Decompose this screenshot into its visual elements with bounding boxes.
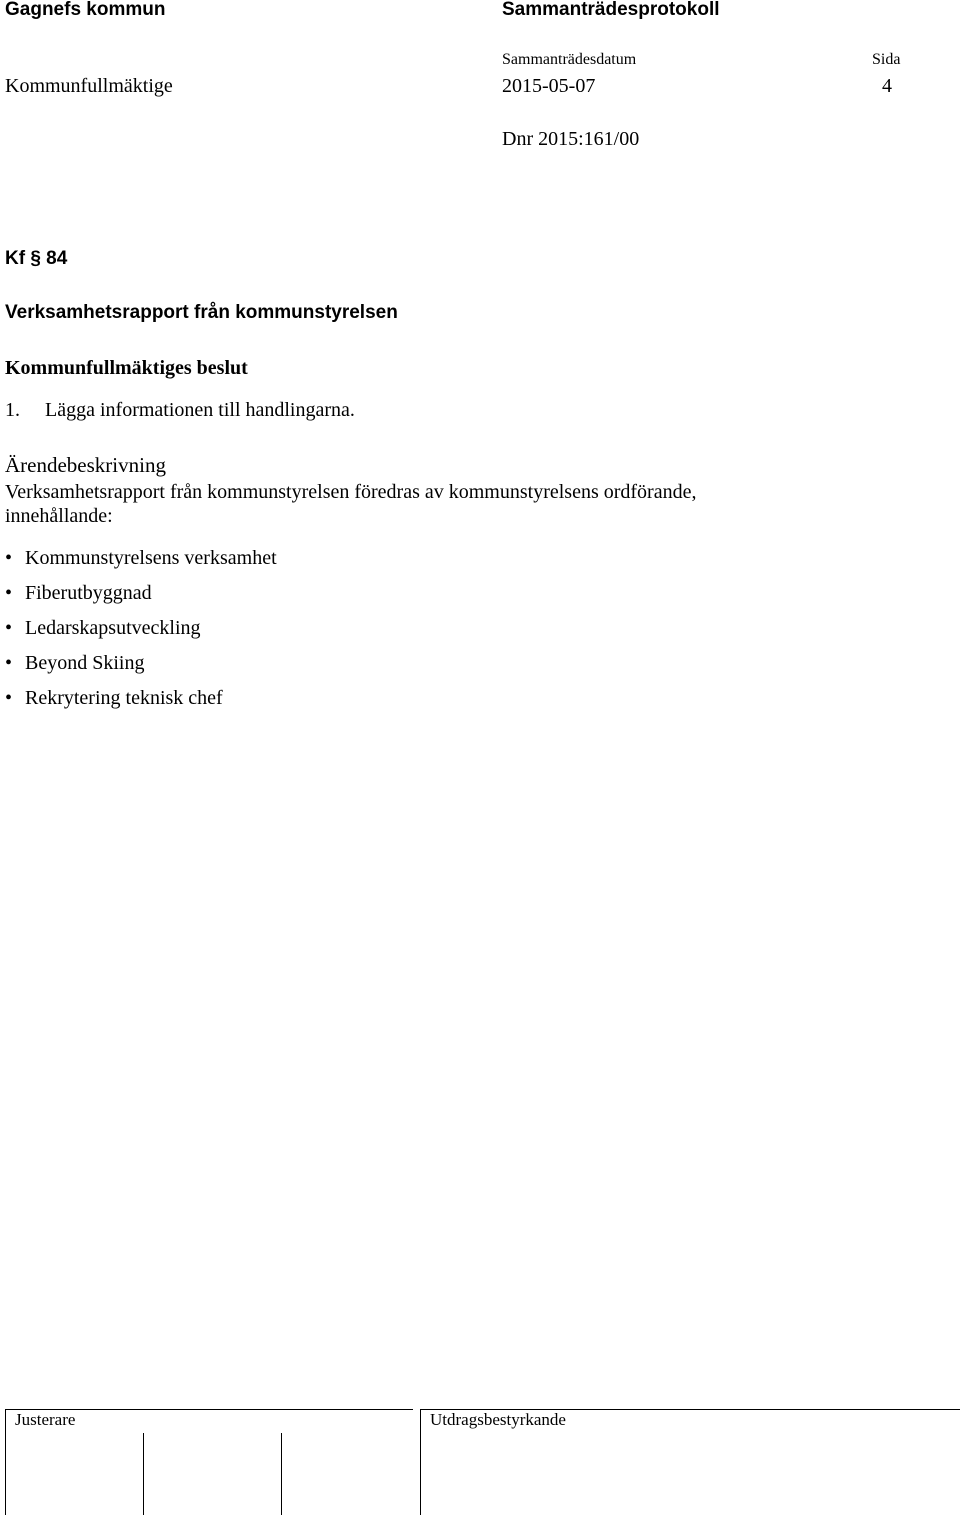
page-label: Sida — [872, 51, 901, 68]
bullet-icon: • — [5, 652, 13, 674]
bullet-icon: • — [5, 582, 13, 604]
list-item — [5, 684, 277, 719]
description-paragraph: Verksamhetsrapport från kommunstyrelsen föredras av kommunstyrelsens ordförande, innehållande: — [5, 481, 697, 527]
bullet-icon: • — [5, 547, 13, 569]
org-name: Gagnefs kommun — [5, 0, 166, 20]
bullet-icon: • — [5, 617, 13, 639]
list-item-text: Fiberutbyggnad — [25, 582, 152, 604]
list-item-text: Beyond Skiing — [25, 652, 145, 674]
list-item-text: Ledarskapsutveckling — [25, 617, 201, 639]
document-title: Sammanträdesprotokoll — [502, 0, 720, 20]
signature-box-border — [143, 1433, 144, 1515]
bullet-icon: • — [5, 687, 13, 709]
signature-box-border — [281, 1433, 282, 1515]
list-item — [5, 649, 277, 684]
decision-heading: Kommunfullmäktiges beslut — [5, 357, 248, 379]
decision-item-text: Lägga informationen till handlingarna. — [45, 399, 355, 421]
decision-item — [5, 399, 355, 422]
description-heading: Ärendebeskrivning — [5, 453, 166, 477]
list-item-text: Rekrytering teknisk chef — [25, 687, 223, 709]
meeting-date-label: Sammanträdesdatum — [502, 51, 637, 68]
extract-certification-label: Utdragsbestyrkande — [430, 1410, 566, 1429]
adjuster-label: Justerare — [15, 1410, 76, 1429]
case-number: Dnr 2015:161/00 — [502, 128, 640, 150]
list-item — [5, 614, 277, 649]
body-name: Kommunfullmäktige — [5, 75, 173, 97]
signature-box-border — [5, 1409, 6, 1515]
list-item — [5, 544, 277, 579]
list-item-text: Kommunstyrelsens verksamhet — [25, 547, 277, 569]
page-number: 4 — [882, 75, 892, 97]
item-title: Verksamhetsrapport från kommunstyrelsen — [5, 302, 398, 323]
section-heading: Kf § 84 — [5, 248, 68, 269]
decision-item-number: 1. — [5, 399, 20, 421]
signature-box-border — [420, 1409, 421, 1515]
list-item — [5, 579, 277, 614]
description-bullet-list — [5, 544, 277, 719]
meeting-date-value: 2015-05-07 — [502, 75, 596, 97]
